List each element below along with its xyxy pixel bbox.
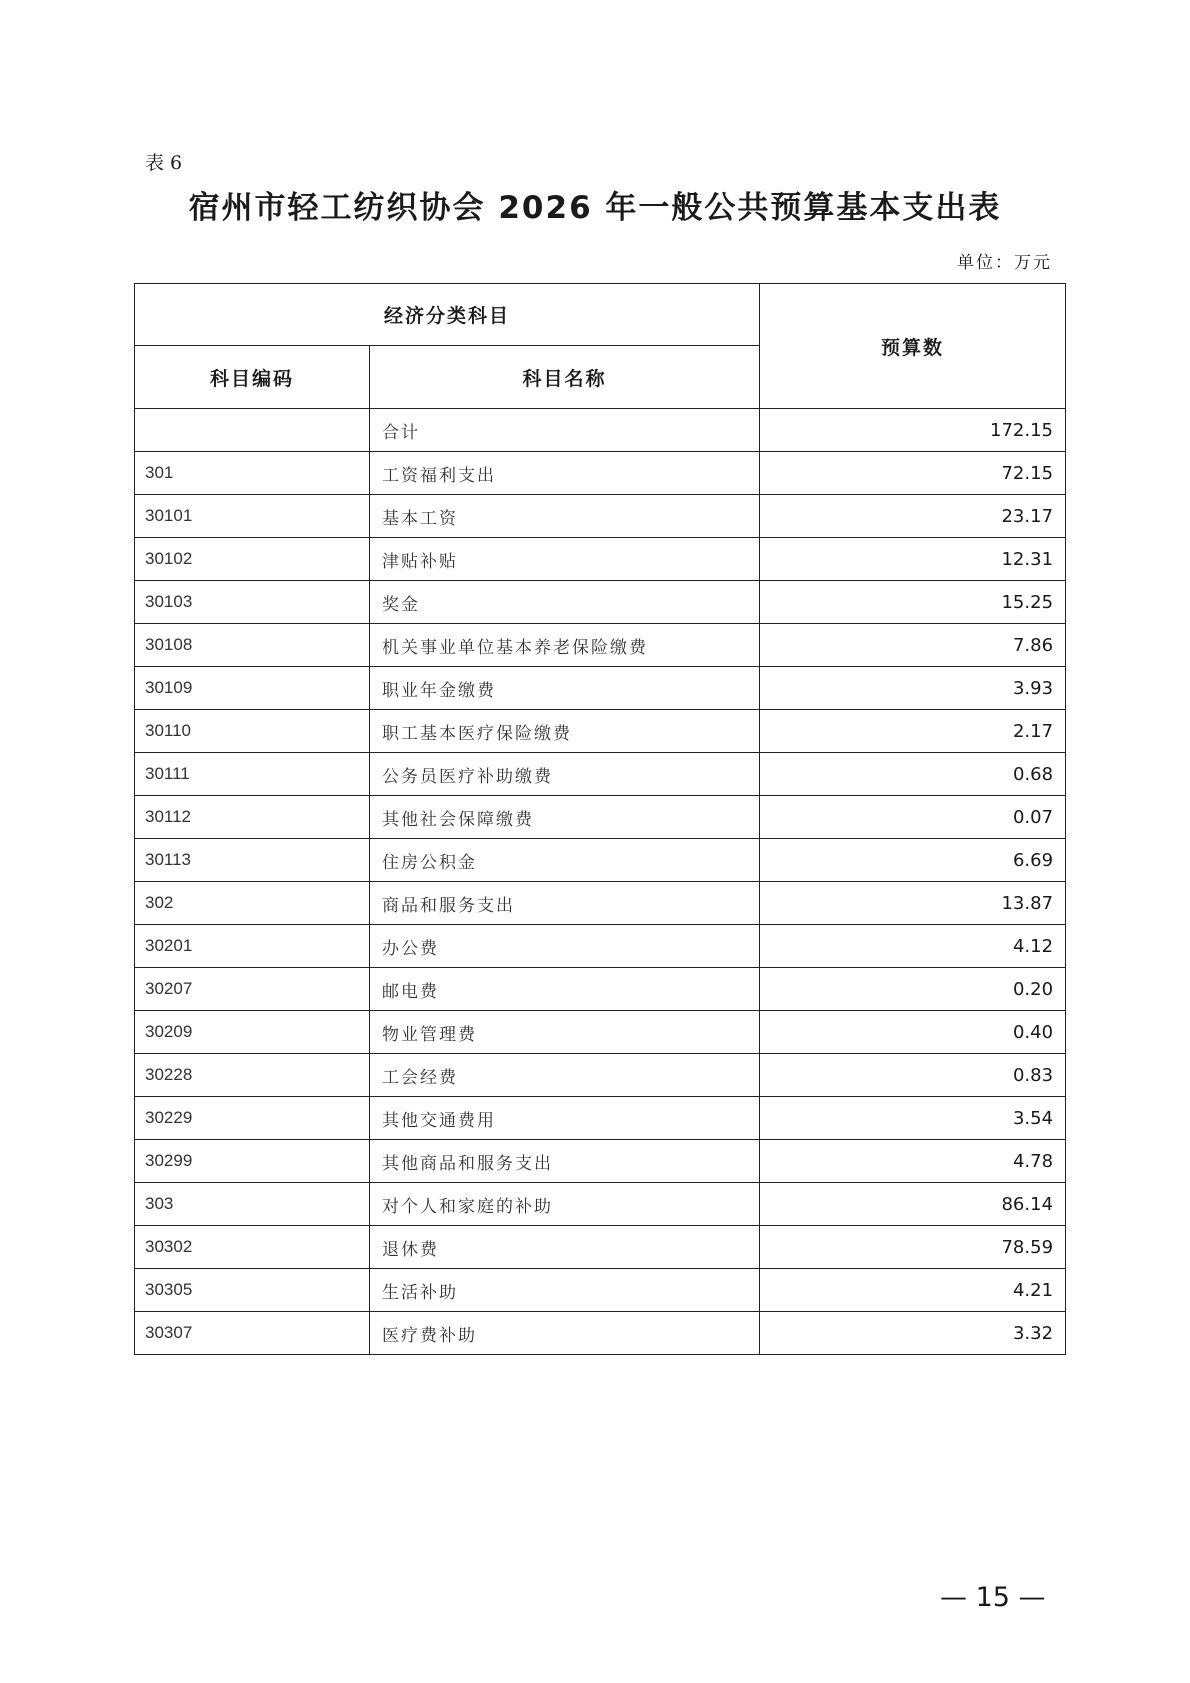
subject-name-cell: 其他交通费用	[370, 1097, 760, 1140]
budget-amount-cell: 4.12	[760, 925, 1066, 968]
subject-code-cell: 30101	[135, 495, 370, 538]
subject-name-cell: 工资福利支出	[370, 452, 760, 495]
subject-code-cell: 30109	[135, 667, 370, 710]
subject-code-cell: 303	[135, 1183, 370, 1226]
header-budget-amount: 预算数	[760, 284, 1066, 409]
header-subject-code: 科目编码	[135, 346, 370, 409]
budget-amount-cell: 2.17	[760, 710, 1066, 753]
subject-code-cell: 30305	[135, 1269, 370, 1312]
budget-amount-cell: 0.20	[760, 968, 1066, 1011]
budget-amount-cell: 3.32	[760, 1312, 1066, 1355]
subject-code-cell: 302	[135, 882, 370, 925]
table-row	[135, 624, 1066, 667]
budget-amount-cell: 23.17	[760, 495, 1066, 538]
subject-code-cell: 30113	[135, 839, 370, 882]
subject-code-cell: 30103	[135, 581, 370, 624]
subject-name-cell: 邮电费	[370, 968, 760, 1011]
subject-code-cell: 30302	[135, 1226, 370, 1269]
budget-amount-cell: 15.25	[760, 581, 1066, 624]
document-title: 宿州市轻工纺织协会 2026 年一般公共预算基本支出表	[188, 190, 1002, 226]
table-row	[135, 581, 1066, 624]
budget-amount-cell: 7.86	[760, 624, 1066, 667]
subject-name-cell: 工会经费	[370, 1054, 760, 1097]
subject-code-cell: 30110	[135, 710, 370, 753]
subject-name-cell: 津贴补贴	[370, 538, 760, 581]
budget-amount-cell: 3.93	[760, 667, 1066, 710]
subject-code-cell: 30112	[135, 796, 370, 839]
budget-amount-cell: 3.54	[760, 1097, 1066, 1140]
subject-code-cell	[135, 409, 370, 452]
budget-amount-cell: 0.68	[760, 753, 1066, 796]
table-row	[135, 753, 1066, 796]
subject-code-cell: 30228	[135, 1054, 370, 1097]
subject-name-cell: 职业年金缴费	[370, 667, 760, 710]
budget-amount-cell: 72.15	[760, 452, 1066, 495]
budget-amount-cell: 86.14	[760, 1183, 1066, 1226]
subject-name-cell: 机关事业单位基本养老保险缴费	[370, 624, 760, 667]
budget-amount-cell: 0.40	[760, 1011, 1066, 1054]
header-economic-classification: 经济分类科目	[135, 284, 760, 346]
budget-amount-cell: 0.83	[760, 1054, 1066, 1097]
subject-name-cell: 医疗费补助	[370, 1312, 760, 1355]
subject-code-cell: 30229	[135, 1097, 370, 1140]
subject-name-cell: 合计	[370, 409, 760, 452]
budget-amount-cell: 172.15	[760, 409, 1066, 452]
budget-amount-cell: 6.69	[760, 839, 1066, 882]
subject-name-cell: 奖金	[370, 581, 760, 624]
subject-code-cell: 30207	[135, 968, 370, 1011]
subject-code-cell: 30307	[135, 1312, 370, 1355]
table-row	[135, 796, 1066, 839]
table-row	[135, 1269, 1066, 1312]
subject-name-cell: 对个人和家庭的补助	[370, 1183, 760, 1226]
subject-code-cell: 30108	[135, 624, 370, 667]
subject-code-cell: 30201	[135, 925, 370, 968]
subject-name-cell: 职工基本医疗保险缴费	[370, 710, 760, 753]
subject-name-cell: 生活补助	[370, 1269, 760, 1312]
table-row	[135, 1054, 1066, 1097]
budget-amount-cell: 0.07	[760, 796, 1066, 839]
subject-name-cell: 其他社会保障缴费	[370, 796, 760, 839]
unit-label: 单位：万元	[957, 253, 1052, 273]
table-number: 表 6	[145, 152, 183, 174]
subject-name-cell: 公务员医疗补助缴费	[370, 753, 760, 796]
table-row	[135, 1011, 1066, 1054]
table-row	[135, 1226, 1066, 1269]
subject-code-cell: 30102	[135, 538, 370, 581]
table-row	[135, 882, 1066, 925]
subject-code-cell: 30111	[135, 753, 370, 796]
budget-amount-cell: 78.59	[760, 1226, 1066, 1269]
page-number: — 15 —	[940, 1582, 1046, 1613]
budget-amount-cell: 13.87	[760, 882, 1066, 925]
header-subject-name: 科目名称	[370, 346, 760, 409]
table-row	[135, 1312, 1066, 1355]
subject-name-cell: 退休费	[370, 1226, 760, 1269]
budget-amount-cell: 12.31	[760, 538, 1066, 581]
table-row	[135, 538, 1066, 581]
subject-name-cell: 商品和服务支出	[370, 882, 760, 925]
subject-name-cell: 办公费	[370, 925, 760, 968]
table-row	[135, 409, 1066, 452]
table-row	[135, 968, 1066, 1011]
subject-name-cell: 基本工资	[370, 495, 760, 538]
subject-name-cell: 住房公积金	[370, 839, 760, 882]
table-row	[135, 925, 1066, 968]
budget-table	[134, 283, 1066, 1355]
table-row	[135, 495, 1066, 538]
table-row	[135, 1140, 1066, 1183]
table-row	[135, 839, 1066, 882]
subject-name-cell: 其他商品和服务支出	[370, 1140, 760, 1183]
table-row	[135, 452, 1066, 495]
table-row	[135, 1183, 1066, 1226]
subject-code-cell: 30299	[135, 1140, 370, 1183]
subject-code-cell: 30209	[135, 1011, 370, 1054]
table-row	[135, 710, 1066, 753]
subject-code-cell: 301	[135, 452, 370, 495]
budget-amount-cell: 4.21	[760, 1269, 1066, 1312]
table-row	[135, 1097, 1066, 1140]
budget-amount-cell: 4.78	[760, 1140, 1066, 1183]
table-row	[135, 667, 1066, 710]
subject-name-cell: 物业管理费	[370, 1011, 760, 1054]
